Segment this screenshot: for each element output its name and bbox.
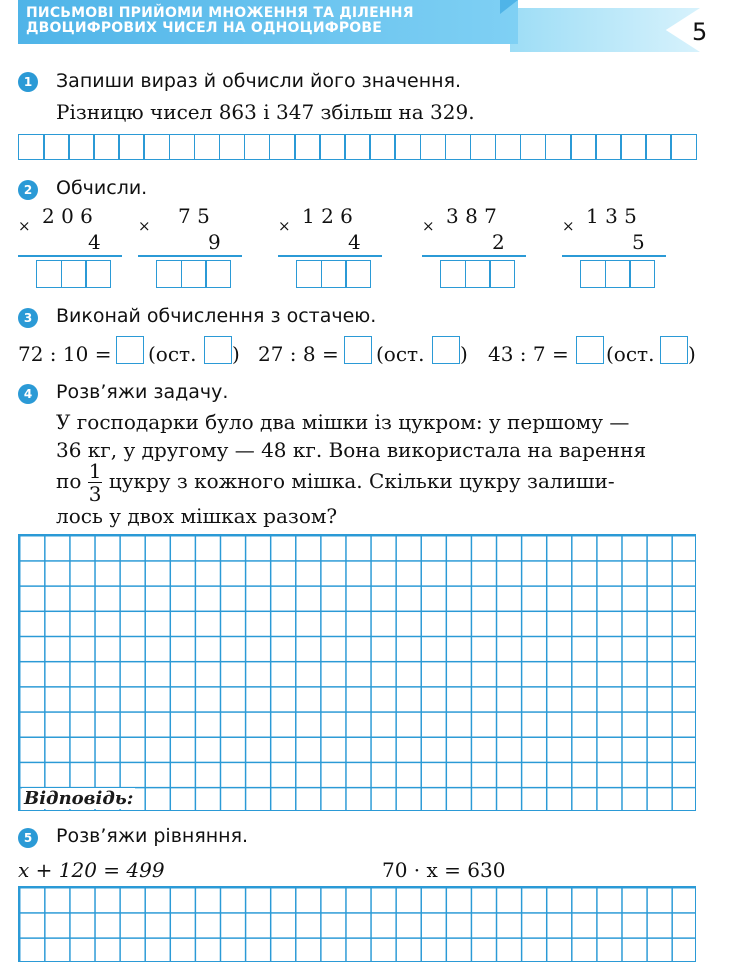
multiplicand: 1 3 5 xyxy=(586,204,637,228)
remainder-box[interactable] xyxy=(432,336,460,364)
header-ribbon-tail xyxy=(510,8,700,52)
product-cell[interactable] xyxy=(296,260,322,288)
task-number-badge: 5 xyxy=(18,828,38,848)
task4-title: Розв’яжи задачу. xyxy=(56,381,229,403)
problem-text-line1: У господарки було два мішки із цукром: у першому — xyxy=(56,410,630,434)
answer-cell[interactable] xyxy=(445,134,472,160)
underline xyxy=(138,255,242,257)
remainder-label: (ост. xyxy=(606,342,655,366)
task3-title: Виконай обчислення з остачею. xyxy=(56,305,377,327)
answer-cell[interactable] xyxy=(570,134,597,160)
multiplicand: 1 2 6 xyxy=(302,204,353,228)
multiplier: 9 xyxy=(208,230,221,254)
answer-cell[interactable] xyxy=(670,134,697,160)
line3-rest: цукру з кожного мішка. Скільки цукру залиши- xyxy=(108,469,615,493)
task5-title: Розв’яжи рівняння. xyxy=(56,825,249,847)
task-number-badge: 3 xyxy=(18,308,38,328)
underline xyxy=(422,255,526,257)
close-paren: ) xyxy=(232,342,240,366)
remainder-label: (ост. xyxy=(376,342,425,366)
answer-cell[interactable] xyxy=(118,134,145,160)
task-number-badge: 2 xyxy=(18,180,38,200)
product-cell[interactable] xyxy=(489,260,515,288)
answer-cell[interactable] xyxy=(194,134,221,160)
underline xyxy=(278,255,382,257)
answer-cell[interactable] xyxy=(143,134,170,160)
multiplier: 2 xyxy=(492,230,505,254)
task1-text: Різницю чисел 863 і 347 збільш на 329. xyxy=(56,100,475,124)
answer-cell[interactable] xyxy=(620,134,647,160)
product-cell[interactable] xyxy=(85,260,111,288)
underline xyxy=(18,255,122,257)
division-expr-1: 72 : 10 = xyxy=(18,342,112,366)
answer-cell[interactable] xyxy=(294,134,321,160)
answer-cell[interactable] xyxy=(645,134,672,160)
answer-cell[interactable] xyxy=(319,134,346,160)
close-paren: ) xyxy=(688,342,696,366)
product-cell[interactable] xyxy=(321,260,347,288)
product-cell[interactable] xyxy=(61,260,87,288)
equation-2: 70 · x = 630 xyxy=(382,858,506,882)
answer-cell[interactable] xyxy=(269,134,296,160)
division-expr-2: 27 : 8 = xyxy=(258,342,339,366)
section-title xyxy=(26,6,414,36)
task1-title: Запиши вираз й обчисли його значення. xyxy=(56,70,462,92)
product-cells[interactable] xyxy=(296,260,370,288)
product-cell[interactable] xyxy=(580,260,606,288)
equation-grid[interactable] xyxy=(18,886,696,962)
answer-cell[interactable] xyxy=(169,134,196,160)
product-cell[interactable] xyxy=(181,260,207,288)
multiplicand: 2 0 6 xyxy=(42,204,93,228)
division-expr-3: 43 : 7 = xyxy=(488,342,569,366)
times-sign: × xyxy=(278,217,291,235)
product-cells[interactable] xyxy=(580,260,654,288)
remainder-box[interactable] xyxy=(204,336,232,364)
answer-cell[interactable] xyxy=(369,134,396,160)
answer-cell[interactable] xyxy=(344,134,371,160)
answer-label: Відповідь: xyxy=(24,788,134,809)
product-cell[interactable] xyxy=(156,260,182,288)
answer-cells-row[interactable] xyxy=(18,134,696,160)
answer-cell[interactable] xyxy=(420,134,447,160)
underline xyxy=(562,255,666,257)
quotient-box[interactable] xyxy=(116,336,144,364)
task2-title: Обчисли. xyxy=(56,177,148,199)
answer-cell[interactable] xyxy=(495,134,522,160)
answer-cell[interactable] xyxy=(219,134,246,160)
problem-text-line2: 36 кг, у другому — 48 кг. Вона використала на варення xyxy=(56,438,647,462)
answer-cell[interactable] xyxy=(595,134,622,160)
multiplicand: 7 5 xyxy=(178,204,210,228)
answer-cell[interactable] xyxy=(470,134,497,160)
answer-cell[interactable] xyxy=(394,134,421,160)
close-paren: ) xyxy=(460,342,468,366)
remainder-box[interactable] xyxy=(660,336,688,364)
section-title-line2: ДВОЦИФРОВИХ ЧИСЕЛ НА ОДНОЦИФРОВЕ xyxy=(26,20,383,36)
equation-1: x + 120 = 499 xyxy=(18,858,165,882)
quotient-box[interactable] xyxy=(344,336,372,364)
section-title-line1: ПИСЬМОВІ ПРИЙОМИ МНОЖЕННЯ ТА ДІЛЕННЯ xyxy=(26,5,414,21)
remainder-label: (ост. xyxy=(148,342,197,366)
solution-grid[interactable] xyxy=(18,534,696,811)
problem-text-line4: лось у двох мішках разом? xyxy=(56,504,338,528)
task-number-badge: 4 xyxy=(18,384,38,404)
times-sign: × xyxy=(18,217,31,235)
answer-cell[interactable] xyxy=(43,134,70,160)
product-cell[interactable] xyxy=(345,260,371,288)
product-cell[interactable] xyxy=(440,260,466,288)
product-cell[interactable] xyxy=(205,260,231,288)
answer-cell[interactable] xyxy=(545,134,572,160)
problem-text-line3 xyxy=(56,460,615,505)
task-number-badge: 1 xyxy=(18,72,38,92)
multiplier: 5 xyxy=(632,230,645,254)
product-cell[interactable] xyxy=(629,260,655,288)
answer-cell[interactable] xyxy=(93,134,120,160)
product-cells[interactable] xyxy=(36,260,110,288)
header-band-corner xyxy=(500,0,518,14)
times-sign: × xyxy=(138,217,151,235)
quotient-box[interactable] xyxy=(576,336,604,364)
multiplier: 4 xyxy=(88,230,101,254)
answer-cell[interactable] xyxy=(18,134,45,160)
product-cell[interactable] xyxy=(465,260,491,288)
times-sign: × xyxy=(422,217,435,235)
answer-cell[interactable] xyxy=(520,134,547,160)
product-cell[interactable] xyxy=(605,260,631,288)
product-cells[interactable] xyxy=(440,260,514,288)
multiplier: 4 xyxy=(348,230,361,254)
page-number: 5 xyxy=(692,18,708,46)
product-cell[interactable] xyxy=(36,260,62,288)
answer-cell[interactable] xyxy=(68,134,95,160)
fraction-denominator: 3 xyxy=(88,482,102,506)
answer-cell[interactable] xyxy=(244,134,271,160)
fraction-numerator: 1 xyxy=(88,459,102,483)
times-sign: × xyxy=(562,217,575,235)
product-cells[interactable] xyxy=(156,260,230,288)
word-po: по xyxy=(56,469,82,493)
fraction xyxy=(88,460,103,505)
multiplicand: 3 8 7 xyxy=(446,204,497,228)
